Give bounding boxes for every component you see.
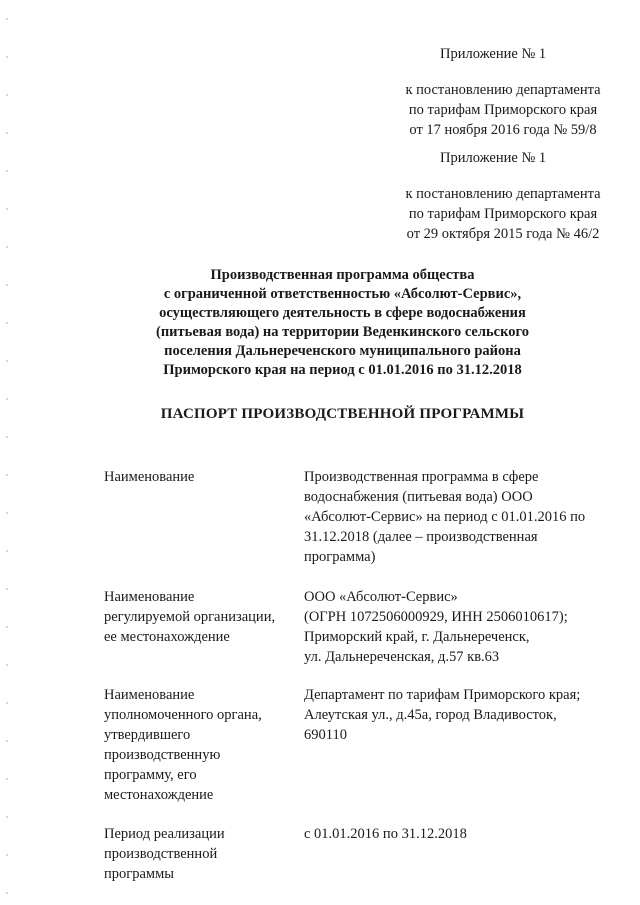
value-line: водоснабжения (питьевая вода) ООО xyxy=(304,489,533,505)
value-line: ул. Дальнереченская, д.57 кв.63 xyxy=(304,649,500,665)
program-title-line: Приморского края на период с 01.01.2016 по 31.12.2018 xyxy=(163,362,522,378)
passport-row-authority-value xyxy=(304,685,609,745)
label-line: Наименование xyxy=(104,589,195,605)
passport-row-period-value xyxy=(304,824,609,844)
passport-row-period-label xyxy=(104,824,294,884)
label-line: уполномоченного органа, xyxy=(104,707,262,723)
program-title-line: осуществляющего деятельность в сфере водоснабжения xyxy=(159,305,526,321)
label-line: ее местонахождение xyxy=(104,629,230,645)
label-line: Наименование xyxy=(104,469,195,485)
program-title-line: (питьевая вода) на территории Веденкинского сельского xyxy=(156,324,529,340)
value-line: (ОГРН 1072506000929, ИНН 2506010617); xyxy=(304,609,568,625)
value-line: с 01.01.2016 по 31.12.2018 xyxy=(304,826,467,842)
passport-row-organization-label xyxy=(104,587,294,647)
value-line: 31.12.2018 (далее – производственная xyxy=(304,529,538,545)
value-line: Департамент по тарифам Приморского края; xyxy=(304,687,581,703)
label-line: производственной xyxy=(104,846,218,862)
label-line: производственную xyxy=(104,747,221,763)
scan-edge-marks xyxy=(6,0,8,905)
label-line: программу, его xyxy=(104,767,197,783)
value-line: Производственная программа в сфере xyxy=(304,469,539,485)
appendix-1-reference xyxy=(398,80,608,140)
program-title-line: поселения Дальнереченского муниципального района xyxy=(164,343,521,359)
label-line: Период реализации xyxy=(104,826,225,842)
passport-heading: ПАСПОРТ ПРОИЗВОДСТВЕННОЙ ПРОГРАММЫ xyxy=(160,406,525,422)
appendix-1-line: к постановлению департамента xyxy=(405,82,601,98)
label-line: программы xyxy=(104,866,174,882)
value-line: программа) xyxy=(304,549,376,565)
appendix-2-title: Приложение № 1 xyxy=(440,150,547,166)
appendix-1-line: от 17 ноября 2016 года № 59/8 xyxy=(409,122,597,138)
value-line: Алеутская ул., д.45а, город Владивосток, xyxy=(304,707,557,723)
program-title-line: с ограниченной ответственностью «Абсолют-Сервис», xyxy=(163,286,522,302)
passport-row-name-label xyxy=(104,467,294,487)
appendix-2-line: к постановлению департамента xyxy=(405,186,601,202)
appendix-1-line: по тарифам Приморского края xyxy=(408,102,598,118)
passport-row-organization-value xyxy=(304,587,609,667)
label-line: местонахождение xyxy=(104,787,214,803)
program-title-line: Производственная программа общества xyxy=(210,267,475,283)
passport-row-name-value xyxy=(304,467,609,567)
label-line: регулируемой организации, xyxy=(104,609,276,625)
value-line: «Абсолют-Сервис» на период с 01.01.2016 по xyxy=(304,509,586,525)
value-line: Приморский край, г. Дальнереченск, xyxy=(304,629,530,645)
appendix-1-title: Приложение № 1 xyxy=(440,46,547,62)
passport-row-authority-label xyxy=(104,685,294,805)
program-title xyxy=(100,266,585,380)
label-line: Наименование xyxy=(104,687,195,703)
appendix-2-line: по тарифам Приморского края xyxy=(408,206,598,222)
appendix-2-reference xyxy=(398,184,608,244)
label-line: утвердившего xyxy=(104,727,191,743)
value-line: ООО «Абсолют-Сервис» xyxy=(304,589,458,605)
value-line: 690110 xyxy=(304,727,347,743)
appendix-2-line: от 29 октября 2015 года № 46/2 xyxy=(406,226,600,242)
